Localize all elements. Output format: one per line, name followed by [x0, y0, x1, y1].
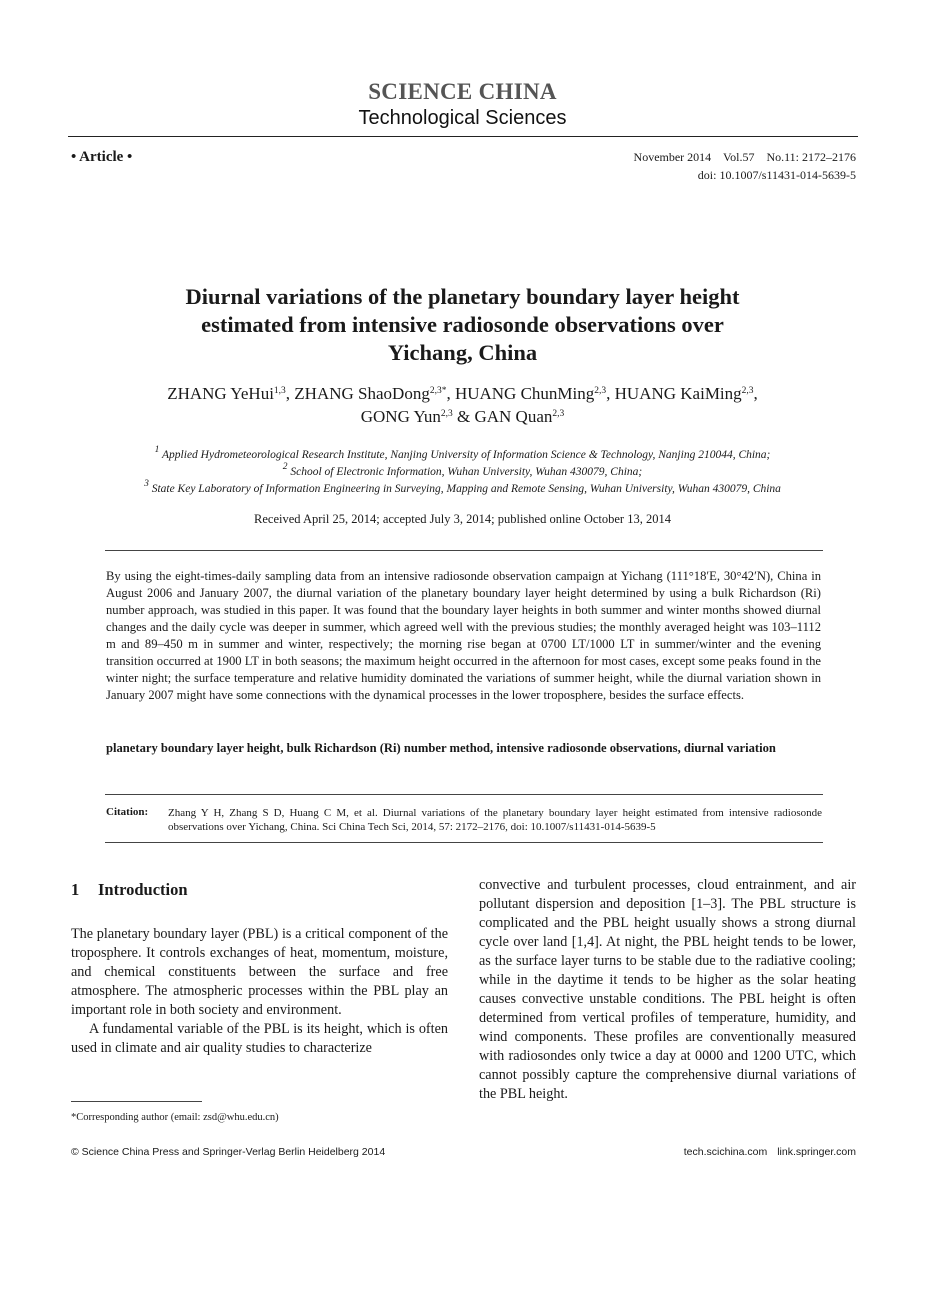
received-dates: Received April 25, 2014; accepted July 3, 2014; published online October 13, 2014 [254, 512, 671, 526]
citation-label: Citation: [106, 806, 149, 818]
author: GONG Yun [360, 407, 441, 426]
author-separator: , [606, 384, 615, 403]
title-line: Yichang, China [387, 340, 538, 365]
author-affiliation-mark: 1,3 [273, 386, 286, 396]
journal-website-link[interactable]: tech.scichina.com [683, 1146, 768, 1158]
springer-link[interactable]: link.springer.com [777, 1146, 856, 1158]
issue-number-pages: No.11: 2172–2176 [766, 150, 856, 164]
abstract-top-rule [105, 550, 823, 551]
author: ZHANG ShaoDong [294, 384, 430, 403]
section-number: 1 [71, 880, 80, 899]
affiliation-number: 1 [154, 445, 160, 455]
footnote-rule [71, 1101, 202, 1102]
header-rule [68, 136, 858, 137]
citation-bottom-rule [105, 842, 823, 843]
author-list [80, 382, 845, 428]
affiliation-text: School of Electronic Information, Wuhan University, Wuhan 430079, China; [290, 466, 643, 478]
author-affiliation-mark: 2,3* [429, 386, 447, 396]
doi: doi: 10.1007/s11431-014-5639-5 [697, 168, 856, 182]
paragraph: The planetary boundary layer (PBL) is a critical component of the troposphere. It controls exchanges of heat, momentum, moisture, and chemical constituents between the surface and free atmosphere. The atmospheric processes within the PBL play an important role in both society and environment. [71, 926, 448, 1018]
affiliation-number: 2 [282, 462, 288, 472]
author: HUANG KaiMing [614, 384, 742, 403]
affiliation [60, 447, 865, 464]
issue-info [634, 150, 856, 165]
author: ZHANG YeHui [167, 384, 274, 403]
title-line: estimated from intensive radiosonde observations over [201, 312, 724, 337]
author-separator: , [753, 384, 758, 403]
left-column [71, 925, 448, 1058]
citation-top-rule [105, 794, 823, 795]
author-affiliation-mark: 2,3 [552, 409, 565, 419]
copyright: © Science China Press and Springer-Verlag Berlin Heidelberg 2014 [71, 1146, 386, 1158]
affiliation-number: 3 [144, 479, 149, 489]
abstract: By using the eight-times-daily sampling data from an intensive radiosonde observation campaign at Yichang (111°18′E, 30°42′N), China in August 2006 and January 2007, the diurnal variation of the planetary boundary layer height determined by using a bulk Richardson (Ri) number approach, was studied in this paper. It was found that the boundary layer heights in both summer and winter months showed diurnal changes and the daily cycle was deeper in summer, which agreed well with the previous studies; the monthly averaged height was 103–1112 m and 89–450 m in summer and winter, respectively; the morning rise began at 0700 LT/1000 LT in summer/winter and the evening transition occurred at 1900 LT in both seasons; the maximum height occurred in the afternoon for most cases, except some peaks found in the winter night; the surface temperature and relative humidity dominated the variations of summer height, while the diurnal variation shown in January 2007 might have some connections with the dynamical processes in the lower troposphere, besides the surface effects. [106, 569, 821, 702]
paragraph: convective and turbulent processes, cloud entrainment, and air pollutant dispersion and deposition [1–3]. The PBL structure is complicated and the PBL height usually shows a strong diurnal cycle over land [1,4]. At night, the PBL height tends to be lower, as the surface layer turns to be stable due to the radiative cooling; while in the daytime it tends to be higher as the solar heating causes convective unstable conditions. The PBL height is often determined from vertical profiles of temperature, humidity, and wind components. These profiles are conventionally measured with radiosondes only twice a day at 0000 and 1200 UTC, which cannot possibly capture the comprehensive diurnal variations of the PBL height. [479, 877, 856, 1102]
citation-text: Zhang Y H, Zhang S D, Huang C M, et al. Diurnal variations of the planetary boundary layer height estimated from intensive radiosonde observations over Yichang, China. Sci China Tech Sci, 2014, 57: 2172–2176, doi: 10.1007/s11431-014-5639-5 [168, 807, 822, 833]
keywords: planetary boundary layer height, bulk Richardson (Ri) number method, intensive radiosonde observations, diurnal variation [106, 741, 776, 755]
author-affiliation-mark: 2,3 [594, 386, 607, 396]
section-heading [71, 880, 188, 900]
author-separator: , [446, 384, 455, 403]
issue-volume: Vol.57 [722, 150, 755, 164]
affiliation [60, 464, 865, 481]
article-type: • Article • [71, 149, 133, 165]
author: GAN Quan [474, 407, 553, 426]
section-title: Introduction [98, 880, 188, 899]
affiliation-text: State Key Laboratory of Information Engineering in Surveying, Mapping and Remote Sensing, Wuhan University, Wuhan 430079, China [151, 483, 781, 495]
author: HUANG ChunMing [454, 384, 595, 403]
affiliation [60, 481, 865, 498]
affiliation-text: Applied Hydrometeorological Research Institute, Nanjing University of Information Science & Technology, Nanjing 210044, China; [162, 449, 771, 461]
journal-name: SCIENCE CHINA [368, 79, 557, 104]
author-affiliation-mark: 2,3 [741, 386, 754, 396]
author-separator: & [452, 407, 475, 426]
paragraph: A fundamental variable of the PBL is its height, which is often used in climate and air quality studies to characterize [71, 1021, 448, 1056]
author-affiliation-mark: 2,3 [440, 409, 453, 419]
author-separator: , [285, 384, 295, 403]
title-line: Diurnal variations of the planetary boundary layer height [185, 284, 740, 309]
footer-links [684, 1146, 856, 1158]
issue-date: November 2014 [633, 150, 712, 164]
journal-series: Technological Sciences [358, 107, 567, 129]
right-column [479, 876, 856, 1104]
paper-title [100, 283, 825, 367]
corresponding-author-footnote: *Corresponding author (email: zsd@whu.edu.cn) [71, 1112, 279, 1123]
